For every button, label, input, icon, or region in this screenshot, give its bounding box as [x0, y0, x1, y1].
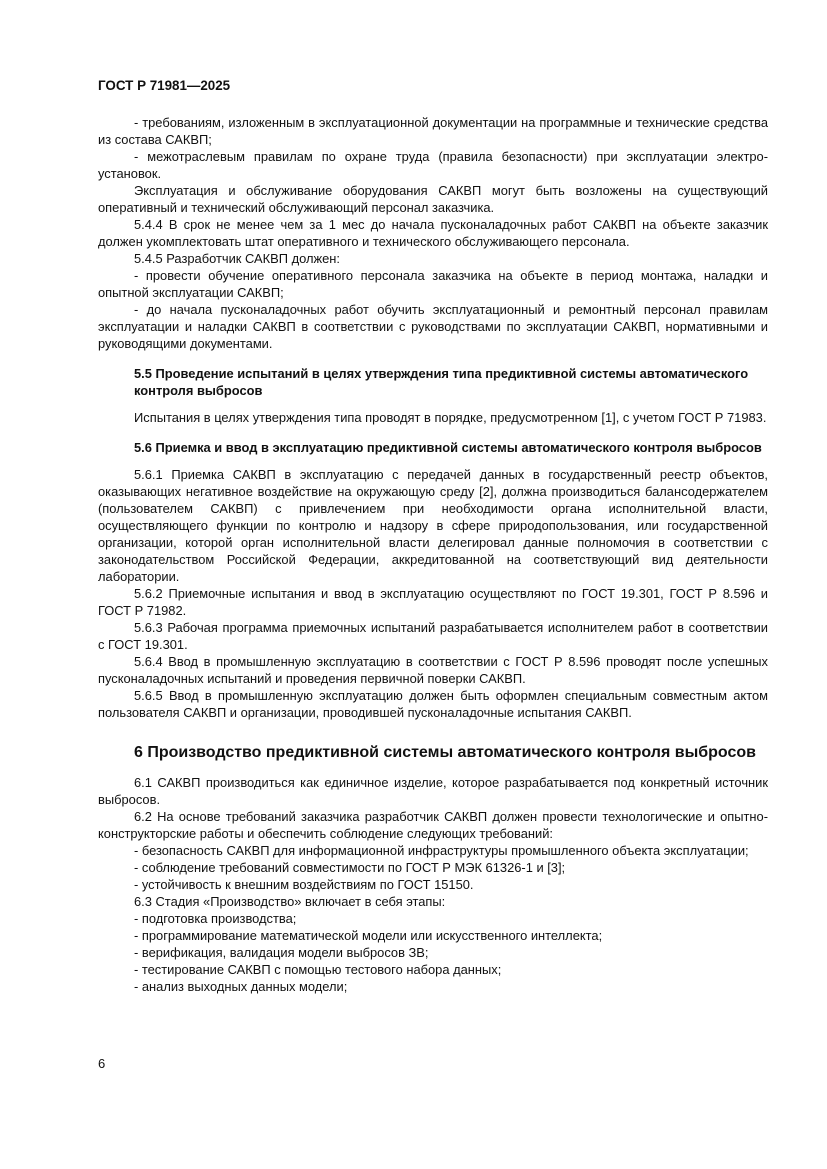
paragraph: - провести обучение оперативного персонала заказчика на объекте в период монтажа, наладки и опытной эксплуатации САКВП;	[98, 268, 768, 300]
paragraph: Эксплуатация и обслуживание оборудования САКВП могут быть возложены на существующий оперативный и технический обслуживающий персонал заказчика.	[98, 183, 768, 215]
paragraph: - подготовка производства;	[134, 911, 297, 926]
paragraph: - устойчивость к внешним воздействиям по ГОСТ 15150.	[134, 877, 474, 892]
section-heading-5-6: 5.6 Приемка и ввод в эксплуатацию предиктивной системы автоматического контроля выбросов	[134, 440, 762, 455]
paragraph: 5.4.4 В срок не менее чем за 1 мес до начала пусконаладочных работ САКВП на объекте заказчик должен укомплектовать штат оперативного и технического обслуживающего персонала.	[98, 217, 768, 249]
paragraph: 5.6.4 Ввод в промышленную эксплуатацию в соответствии с ГОСТ Р 8.596 проводят после успешных пусконаладочных испытаний и проведения первичной поверки САКВП.	[98, 654, 768, 686]
paragraph: 6.3 Стадия «Производство» включает в себя этапы:	[134, 894, 446, 909]
paragraph: - верификация, валидация модели выбросов ЗВ;	[134, 945, 429, 960]
paragraph: 6.1 САКВП производиться как единичное изделие, которое разрабатывается под конкретный источник выбросов.	[98, 775, 768, 807]
paragraph: - безопасность САКВП для информационной инфраструктуры промышленного объекта эксплуатации;	[134, 843, 749, 858]
paragraph: 5.4.5 Разработчик САКВП должен:	[134, 251, 341, 266]
paragraph: - требованиям, изложенным в эксплуатационной документации на программные и технические средства из состава САКВП;	[98, 115, 768, 147]
document-body	[98, 114, 768, 995]
paragraph: - соблюдение требований совместимости по ГОСТ Р МЭК 61326-1 и [3];	[134, 860, 566, 875]
paragraph: Испытания в целях утверждения типа проводят в порядке, предусмотренном [1], с учетом ГОСТ Р 71983.	[134, 410, 767, 425]
paragraph: - до начала пусконаладочных работ обучить эксплуатационный и ремонтный персонал правилам эксплуатации и наладки САКВП в соответствии с руководствами по эксплуатации САКВП, нормативными и руководящими документами.	[98, 302, 768, 351]
paragraph: - программирование математической модели или искусственного интеллекта;	[134, 928, 603, 943]
paragraph: - анализ выходных данных модели;	[134, 979, 348, 994]
chapter-heading-6: 6 Производство предиктивной системы автоматического контроля выбросов	[134, 744, 756, 761]
page-number: 6	[98, 1056, 106, 1071]
paragraph: 5.6.3 Рабочая программа приемочных испытаний разрабатывается исполнителем работ в соответствии с ГОСТ 19.301.	[98, 620, 768, 652]
paragraph: 5.6.2 Приемочные испытания и ввод в эксплуатацию осуществляют по ГОСТ 19.301, ГОСТ Р 8.596 и ГОСТ Р 71982.	[98, 586, 768, 618]
section-heading-5-5: 5.5 Проведение испытаний в целях утверждения типа предиктивной системы автоматического контроля выбросов	[134, 366, 749, 398]
paragraph: 5.6.1 Приемка САКВП в эксплуатацию с передачей данных в государственный реестр объектов, оказывающих негативное воздействие на окружающую среду [2], должна производиться балансодержателем (пользователем САКВП) с привлечением при необходимости органа исполнительной власти, осуществляющего функции по контролю и надзору в сфере природопользования, или государственной организации, которой орган исполнительной власти делегировал данные полномочия в соответствии с законодательством Российской Федерации, аккредитованной на соответствующий вид деятельности лаборатории.	[98, 467, 768, 584]
paragraph: 6.2 На основе требований заказчика разработчик САКВП должен провести технологические и опытно-конструкторские работы и обеспечить соблюдение следующих требований:	[98, 809, 768, 841]
paragraph: - межотраслевым правилам по охране труда (правила безопасности) при эксплуатации электроустановок.	[98, 149, 768, 181]
paragraph: - тестирование САКВП с помощью тестового набора данных;	[134, 962, 502, 977]
paragraph: 5.6.5 Ввод в промышленную эксплуатацию должен быть оформлен специальным совместным актом пользователя САКВП и организации, проводившей пусконаладочные испытания САКВП.	[98, 688, 768, 720]
document-header: ГОСТ Р 71981—2025	[98, 78, 231, 93]
